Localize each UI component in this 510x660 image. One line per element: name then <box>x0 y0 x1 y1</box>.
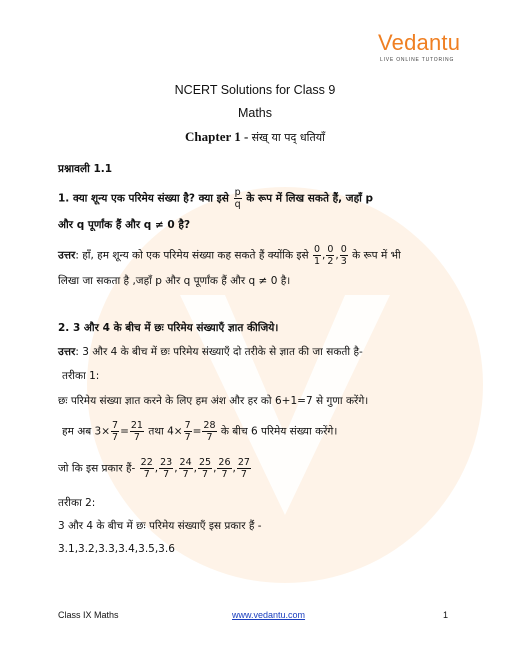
footer-class-label: Class IX Maths <box>58 610 119 620</box>
answer-2-line-4: हम अब 3× $\frac{7}{7}$ = $\frac{21}{7}$ तथा 4× $\frac{7}{7}$ = $\frac{28}{7}$ के बीच 6 परिमेय संख्या करेंगे। <box>62 420 338 443</box>
vedantu-logo <box>378 30 474 66</box>
method-2-values: 3.1,3.2,3.3,3.4,3.5,3.6 <box>58 543 175 555</box>
exercise-label: प्रश्नावली 1.1 <box>58 163 113 175</box>
document-title: NCERT Solutions for Class 9 <box>174 83 336 97</box>
logo-wordmark: Vedantu <box>378 30 461 55</box>
fraction-0-2: $\frac{0}{2}$ <box>327 244 334 267</box>
method-1-label: तरीका 1: <box>62 370 100 382</box>
answer-1-line-2: लिखा जा सकता है ,जहाँ p और q पूर्णांक हैं और q ≠ 0 है। <box>58 275 291 287</box>
method-2-text: 3 और 4 के बीच में छः परिमेय संख्याएँ इस प्रकार हैं - <box>58 520 262 532</box>
answer-1-text-a: : हाँ, हम शून्य को एक परिमेय संख्या कह सकते हैं क्योंकि इसे <box>75 249 309 262</box>
fraction-28-7: $\frac{28}{7}$ <box>203 420 216 443</box>
page-number: 1 <box>443 610 449 620</box>
answer-1-line-1: उत्तर: हाँ, हम शून्य को एक परिमेय संख्या कह सकते हैं क्योंकि इसे $\frac{0}{1}$ , $\frac{0}{2}$ , $\frac{0}{3}$ के रूप में भी <box>58 244 401 267</box>
answer-label: उत्तर <box>58 249 76 262</box>
fraction-23-7: $\frac{23}{7}$ <box>160 457 173 480</box>
fraction-25-7: $\frac{25}{7}$ <box>198 457 212 480</box>
fraction-0-1: $\frac{0}{1}$ <box>313 244 320 267</box>
fraction-27-7: $\frac{27}{7}$ <box>237 457 250 480</box>
fraction-7-7-b: $\frac{7}{7}$ <box>184 420 191 443</box>
fraction-0-3: $\frac{0}{3}$ <box>340 244 347 267</box>
chapter-prefix: Chapter 1 - <box>185 129 252 144</box>
footer-website-link[interactable]: www.vedantu.com <box>232 610 306 620</box>
question-1-text-a: 1. क्या शून्य एक परिमेय संख्या है? क्या इसे <box>58 192 229 205</box>
question-2: 2. 3 और 4 के बीच में छः परिमेय संख्याएँ ज्ञात कीजिये। <box>58 322 279 334</box>
chapter-name: संख् या पद् धतियाँ <box>251 131 325 144</box>
fraction-24-7: $\frac{24}{7}$ <box>179 457 192 480</box>
fraction-7-7-a: $\frac{7}{7}$ <box>112 420 119 443</box>
logo-tagline: LIVE ONLINE TUTORING <box>380 57 455 63</box>
answer-2-line-3: छः परिमेय संख्या ज्ञात करने के लिए हम अंश और हर को 6+1=7 से गुणा करेंगे। <box>58 395 369 407</box>
fraction-21-7: $\frac{21}{7}$ <box>130 420 143 443</box>
answer-1-text-b: के रूप में भी <box>352 249 401 262</box>
answer-2-text: : 3 और 4 के बीच में छः परिमेय संख्याएँ दो तरीके से ज्ञात की जा सकती है- <box>75 346 363 358</box>
answer-2-line-5: जो कि इस प्रकार हैं- $\frac{22}{7}$ , $\frac{23}{7}$ , $\frac{24}{7}$ , $\frac{25}{7}$ , $\frac{26}{7}$ , $\frac{27}{7}$ <box>58 457 250 480</box>
question-1-line-1 <box>58 187 373 210</box>
question-1-text-b: के रूप में लिख सकते हैं, जहाँ p <box>246 192 374 205</box>
fraction-22-7: $\frac{22}{7}$ <box>140 457 153 480</box>
answer-label: उत्तर <box>58 346 76 358</box>
fraction-26-7: $\frac{26}{7}$ <box>218 457 231 480</box>
question-1-line-2: और q पूर्णांक हैं और q ≠ 0 है? <box>58 219 191 231</box>
answer-2-line-1 <box>58 345 363 359</box>
subject-title: Maths <box>237 106 273 120</box>
method-2-label: तरीका 2: <box>58 497 96 509</box>
p-over-q-fraction: $\frac{p}{q}$ <box>234 187 241 210</box>
chapter-heading <box>0 129 510 145</box>
six-plus-one-expression: 6+1=7 <box>274 395 313 407</box>
